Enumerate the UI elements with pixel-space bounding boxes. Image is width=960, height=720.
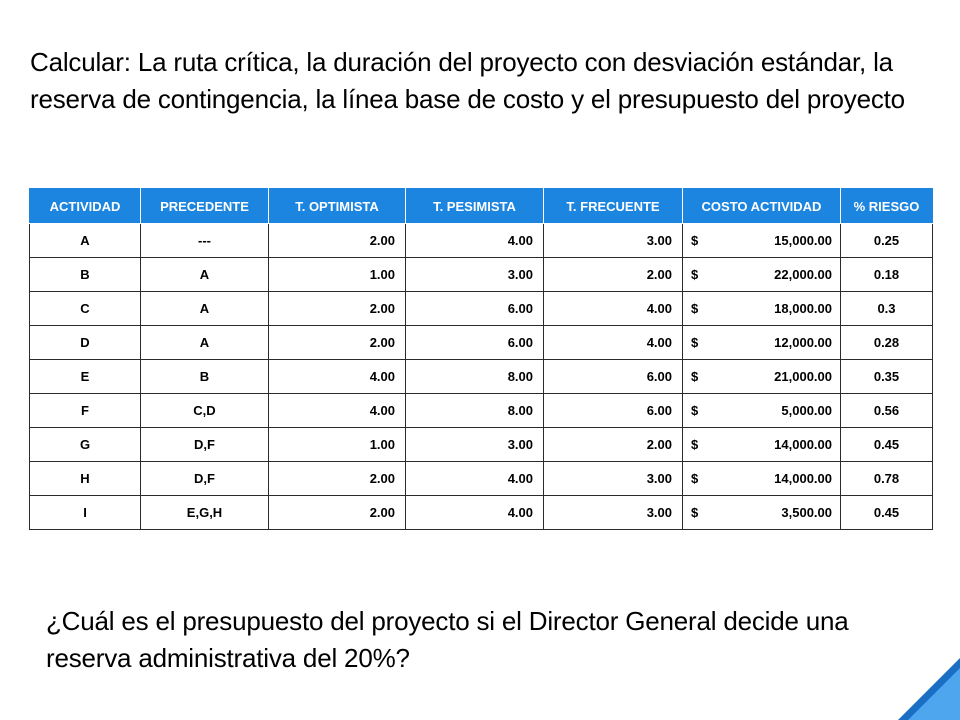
- currency-symbol: $: [691, 403, 699, 418]
- cell-t-optimista: 1.00: [269, 428, 406, 462]
- cell-t-pesimista: 4.00: [406, 462, 544, 496]
- currency-symbol: $: [691, 437, 699, 452]
- cell-t-optimista: 4.00: [269, 394, 406, 428]
- cell-t-frecuente: 2.00: [544, 428, 683, 462]
- cell-t-pesimista: 6.00: [406, 292, 544, 326]
- cell-t-optimista: 2.00: [269, 496, 406, 530]
- table-row: [30, 496, 933, 530]
- cell-t-optimista: 2.00: [269, 224, 406, 258]
- cell-t-pesimista: 3.00: [406, 428, 544, 462]
- cell-costo-actividad: [683, 496, 841, 530]
- cell-precedente: A: [141, 326, 269, 360]
- header-t-optimista: T. OPTIMISTA: [269, 189, 406, 224]
- table-row: [30, 224, 933, 258]
- cell-actividad: E: [30, 360, 141, 394]
- cost-value: 12,000.00: [774, 335, 832, 350]
- cell-riesgo: 0.56: [841, 394, 933, 428]
- cell-costo-actividad: [683, 258, 841, 292]
- cell-t-frecuente: 6.00: [544, 360, 683, 394]
- corner-triangle-inner: [908, 668, 960, 720]
- header-costo-actividad: COSTO ACTIVIDAD: [683, 189, 841, 224]
- cell-actividad: B: [30, 258, 141, 292]
- cell-actividad: F: [30, 394, 141, 428]
- cost-value: 14,000.00: [774, 471, 832, 486]
- cell-riesgo: 0.35: [841, 360, 933, 394]
- cell-costo-actividad: [683, 428, 841, 462]
- table-row: [30, 326, 933, 360]
- cell-t-optimista: 2.00: [269, 292, 406, 326]
- cell-riesgo: 0.18: [841, 258, 933, 292]
- cost-value: 22,000.00: [774, 267, 832, 282]
- table-row: [30, 292, 933, 326]
- header-t-pesimista: T. PESIMISTA: [406, 189, 544, 224]
- cell-precedente: D,F: [141, 462, 269, 496]
- cell-t-frecuente: 6.00: [544, 394, 683, 428]
- currency-symbol: $: [691, 505, 699, 520]
- cell-t-pesimista: 8.00: [406, 394, 544, 428]
- corner-decoration: [898, 658, 960, 720]
- question-text: ¿Cuál es el presupuesto del proyecto si el Director General decide una reserva administrativa del 20%?: [46, 606, 849, 673]
- activity-table: [29, 188, 933, 530]
- currency-symbol: $: [691, 233, 699, 248]
- header-precedente: PRECEDENTE: [141, 189, 269, 224]
- cell-t-optimista: 1.00: [269, 258, 406, 292]
- cell-t-frecuente: 4.00: [544, 326, 683, 360]
- cell-t-pesimista: 3.00: [406, 258, 544, 292]
- cell-t-frecuente: 3.00: [544, 224, 683, 258]
- cell-actividad: D: [30, 326, 141, 360]
- cell-actividad: I: [30, 496, 141, 530]
- cell-t-frecuente: 3.00: [544, 496, 683, 530]
- cell-costo-actividad: [683, 224, 841, 258]
- cell-costo-actividad: [683, 292, 841, 326]
- cost-value: 21,000.00: [774, 369, 832, 384]
- cell-t-optimista: 2.00: [269, 462, 406, 496]
- cell-riesgo: 0.78: [841, 462, 933, 496]
- table-header-row: [30, 189, 933, 224]
- cell-costo-actividad: [683, 394, 841, 428]
- header-riesgo: % RIESGO: [841, 189, 933, 224]
- cell-t-optimista: 4.00: [269, 360, 406, 394]
- cost-value: 18,000.00: [774, 301, 832, 316]
- cell-t-frecuente: 4.00: [544, 292, 683, 326]
- cell-costo-actividad: [683, 326, 841, 360]
- cell-costo-actividad: [683, 360, 841, 394]
- cell-actividad: A: [30, 224, 141, 258]
- currency-symbol: $: [691, 267, 699, 282]
- cell-actividad: C: [30, 292, 141, 326]
- cell-precedente: ---: [141, 224, 269, 258]
- currency-symbol: $: [691, 471, 699, 486]
- cell-precedente: B: [141, 360, 269, 394]
- cell-riesgo: 0.45: [841, 428, 933, 462]
- cell-costo-actividad: [683, 462, 841, 496]
- table-row: [30, 462, 933, 496]
- cell-precedente: A: [141, 258, 269, 292]
- cost-value: 5,000.00: [781, 403, 832, 418]
- cell-actividad: G: [30, 428, 141, 462]
- cell-riesgo: 0.28: [841, 326, 933, 360]
- cell-t-optimista: 2.00: [269, 326, 406, 360]
- cell-precedente: A: [141, 292, 269, 326]
- table-row: [30, 258, 933, 292]
- intro-text: Calcular: La ruta crítica, la duración del proyecto con desviación estándar, la reserva de contingencia, la línea base de costo y el presupuesto del proyecto: [30, 47, 905, 114]
- table-row: [30, 394, 933, 428]
- currency-symbol: $: [691, 301, 699, 316]
- cost-value: 14,000.00: [774, 437, 832, 452]
- cell-t-frecuente: 3.00: [544, 462, 683, 496]
- cell-riesgo: 0.25: [841, 224, 933, 258]
- cell-t-pesimista: 4.00: [406, 496, 544, 530]
- cell-t-frecuente: 2.00: [544, 258, 683, 292]
- cost-value: 3,500.00: [781, 505, 832, 520]
- cell-t-pesimista: 4.00: [406, 224, 544, 258]
- cell-t-pesimista: 6.00: [406, 326, 544, 360]
- currency-symbol: $: [691, 369, 699, 384]
- header-actividad: ACTIVIDAD: [30, 189, 141, 224]
- header-t-frecuente: T. FRECUENTE: [544, 189, 683, 224]
- cell-t-pesimista: 8.00: [406, 360, 544, 394]
- table-row: [30, 428, 933, 462]
- cell-actividad: H: [30, 462, 141, 496]
- currency-symbol: $: [691, 335, 699, 350]
- cell-riesgo: 0.45: [841, 496, 933, 530]
- table-row: [30, 360, 933, 394]
- cost-value: 15,000.00: [774, 233, 832, 248]
- cell-precedente: C,D: [141, 394, 269, 428]
- cell-precedente: D,F: [141, 428, 269, 462]
- cell-riesgo: 0.3: [841, 292, 933, 326]
- cell-precedente: E,G,H: [141, 496, 269, 530]
